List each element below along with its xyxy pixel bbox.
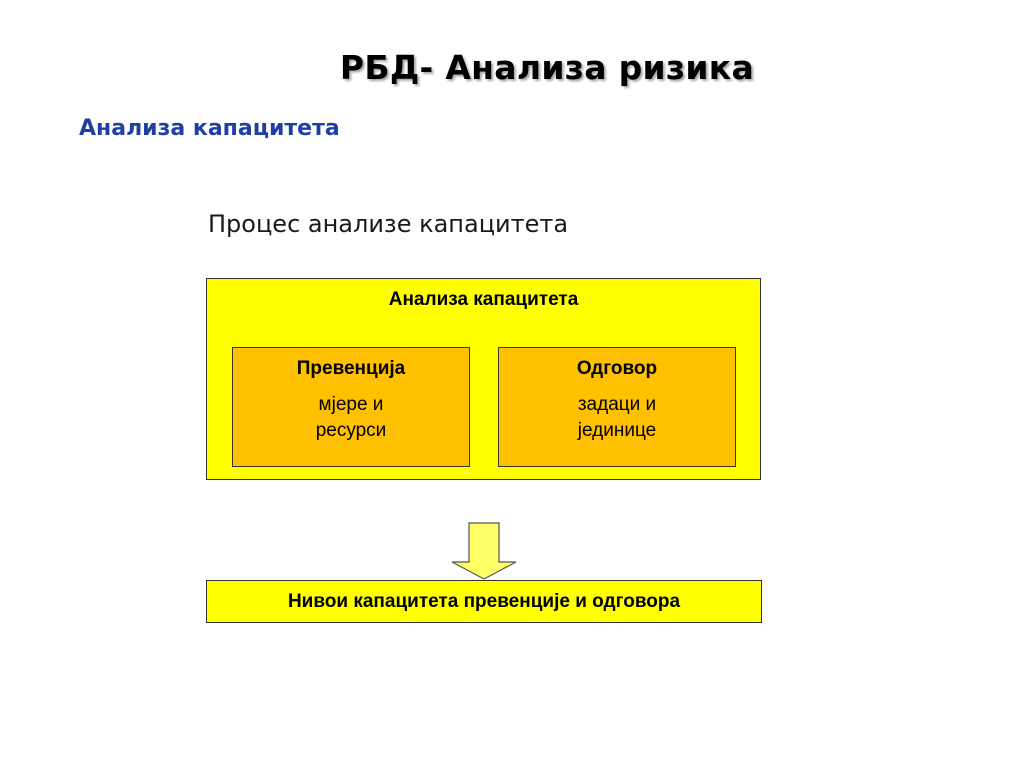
response-body bbox=[499, 392, 735, 444]
capacity-levels-result-box: Нивои капацитета превенције и одговора bbox=[206, 580, 762, 623]
down-arrow-icon bbox=[450, 522, 518, 580]
process-label: Процес анализе капацитета bbox=[208, 210, 569, 238]
response-line-1: задаци и bbox=[577, 394, 657, 415]
section-subtitle: Анализа капацитета bbox=[79, 116, 340, 141]
response-line-2: јединице bbox=[577, 420, 657, 441]
slide-title: РБД- Анализа ризика bbox=[339, 48, 755, 87]
capacity-analysis-title: Анализа капацитета bbox=[388, 289, 579, 310]
prevention-body bbox=[233, 392, 469, 444]
prevention-line-1: мјере и bbox=[318, 394, 384, 415]
prevention-title: Превенција bbox=[296, 358, 406, 379]
prevention-line-2: ресурси bbox=[315, 420, 387, 441]
prevention-box bbox=[232, 347, 470, 467]
response-box bbox=[498, 347, 736, 467]
down-arrow-shape bbox=[452, 523, 516, 579]
capacity-analysis-box bbox=[206, 278, 761, 480]
response-title: Одговор bbox=[576, 358, 658, 379]
